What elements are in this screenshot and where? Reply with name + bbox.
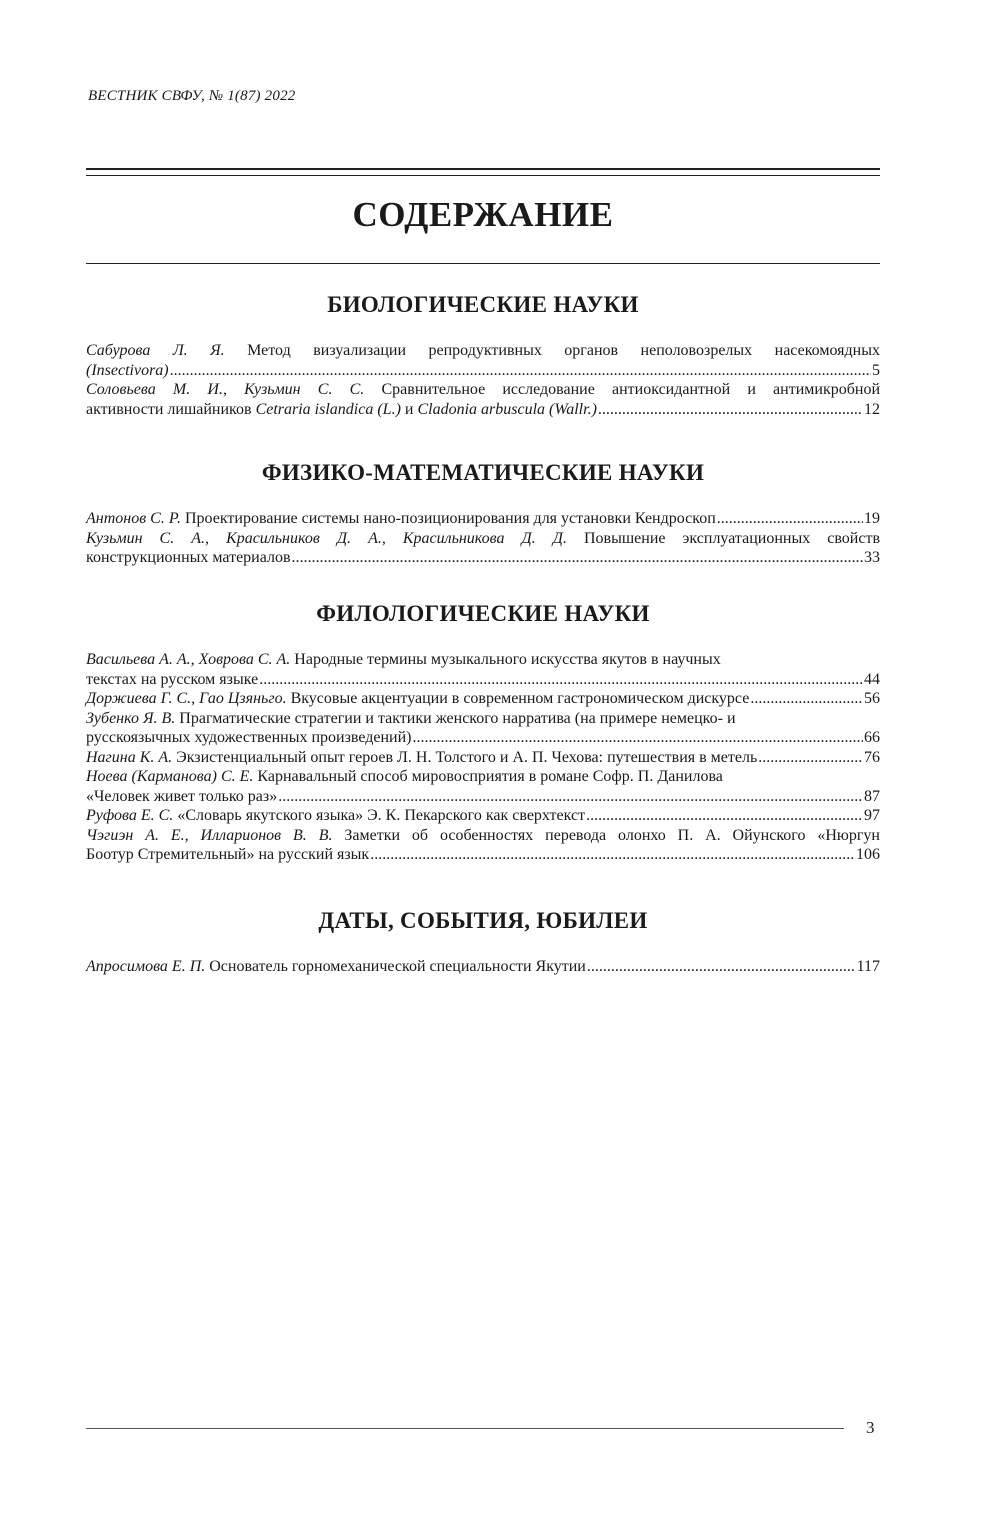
toc-entry[interactable] xyxy=(86,957,880,977)
entry-title xyxy=(86,670,258,690)
entry-page-number: 97 xyxy=(864,807,880,824)
entry-title xyxy=(86,400,597,420)
entry-last-line xyxy=(86,509,880,529)
entry-last-line xyxy=(86,748,880,768)
toc-entry[interactable] xyxy=(86,380,880,419)
entry-title xyxy=(86,509,716,529)
entry-last-line xyxy=(86,689,880,709)
entry-page-number: 5 xyxy=(872,361,880,379)
entry-text: Заметки об особенностях перевода олонхо П. А. Ойунского «Нюргун xyxy=(332,826,880,844)
toc-entry[interactable] xyxy=(86,689,880,709)
entry-first-line xyxy=(86,826,880,846)
entry-italic-text: Кузьмин С. А., Красильников Д. А., Красильникова Д. Д. xyxy=(86,529,567,547)
entry-last-line xyxy=(86,728,880,748)
entry-italic-text: Апросимова Е. П. xyxy=(86,958,206,975)
entry-last-line xyxy=(86,670,880,690)
toc-entries xyxy=(86,650,880,865)
entry-text: «Человек живет только раз» xyxy=(86,787,278,805)
toc-entry[interactable] xyxy=(86,709,880,748)
entry-italic-text: Нагина К. А. xyxy=(86,748,173,766)
entry-first-line xyxy=(86,380,880,400)
toc-entry[interactable] xyxy=(86,650,880,689)
toc-section xyxy=(86,292,880,419)
toc-entry[interactable] xyxy=(86,748,880,768)
toc-entries xyxy=(86,509,880,568)
running-head: ВЕСТНИК СВФУ, № 1(87) 2022 xyxy=(88,88,296,104)
entry-title xyxy=(86,845,369,865)
entry-title xyxy=(86,689,749,709)
entry-text: текстах на русском языке xyxy=(86,670,259,688)
entry-last-line xyxy=(86,361,880,381)
toc-entry[interactable] xyxy=(86,341,880,380)
entry-italic-text: Ноева (Карманова) С. Е. xyxy=(86,768,254,785)
entry-text: и xyxy=(400,400,418,418)
entry-page-number: 33 xyxy=(864,549,880,566)
toc-entry[interactable] xyxy=(86,806,880,826)
entry-italic-text: Cetraria islandica (L.) xyxy=(255,400,401,418)
entry-italic-text: Зубенко Я. В. xyxy=(86,709,176,727)
entry-italic-text: Доржиева Г. С., Гао Цзяньго. xyxy=(86,690,287,707)
entry-last-line xyxy=(86,806,880,826)
dot-leader xyxy=(278,787,863,807)
entry-text: Карнавальный способ мировосприятия в романе Софр. П. Данилова xyxy=(253,768,723,785)
entry-page-number: 76 xyxy=(864,748,880,766)
entry-last-line xyxy=(86,845,880,865)
entry-page-number: 12 xyxy=(864,400,880,418)
entry-page-number: 117 xyxy=(856,958,880,975)
dot-leader xyxy=(598,400,863,420)
entry-text: Проектирование системы нано-позиционирования для установки Кендроскоп xyxy=(181,510,716,527)
dot-leader xyxy=(370,845,855,865)
dot-leader xyxy=(587,957,856,977)
entry-last-line xyxy=(86,548,880,568)
entry-title xyxy=(86,361,169,381)
entry-text: Основатель горномеханической специальности Якутии xyxy=(205,958,586,975)
dot-leader xyxy=(413,728,864,748)
entry-first-line xyxy=(86,650,880,670)
entry-page-number: 56 xyxy=(864,690,880,707)
page-number: 3 xyxy=(866,1418,875,1437)
section-heading: ФИЗИКО-МАТЕМАТИЧЕСКИЕ НАУКИ xyxy=(261,460,705,485)
toc-entry[interactable] xyxy=(86,529,880,568)
entry-page-number: 19 xyxy=(864,510,880,527)
section-heading: ДАТЫ, СОБЫТИЯ, ЮБИЛЕИ xyxy=(318,908,648,933)
dot-leader xyxy=(758,748,863,768)
entry-italic-text: (Insectivora) xyxy=(86,361,169,379)
entry-title xyxy=(86,787,277,807)
entry-title xyxy=(86,806,585,826)
entry-page-number: 44 xyxy=(864,670,880,688)
entry-text: конструкционных материалов xyxy=(86,549,291,566)
toc-entries xyxy=(86,341,880,419)
page-title: СОДЕРЖАНИЕ xyxy=(352,195,614,234)
entry-text: Экзистенциальный опыт героев Л. Н. Толстого и А. П. Чехова: путешествия в метель xyxy=(172,748,758,766)
dot-leader xyxy=(750,689,863,709)
entry-text: Повышение эксплуатационных свойств xyxy=(566,529,880,547)
title-rule xyxy=(86,263,880,264)
entry-last-line xyxy=(86,957,880,977)
entry-italic-text: Васильева А. А., Ховрова С. А. xyxy=(86,651,291,668)
entry-italic-text: Антонов С. Р. xyxy=(86,510,181,527)
entry-text: Боотур Стремительный» на русский язык xyxy=(86,846,370,863)
entry-last-line xyxy=(86,787,880,807)
dot-leader xyxy=(717,509,863,529)
section-heading: ФИЛОЛОГИЧЕСКИЕ НАУКИ xyxy=(316,601,650,626)
entry-text: «Словарь якутского языка» Э. К. Пекарского как сверхтекст xyxy=(173,807,586,824)
dot-leader xyxy=(586,806,863,826)
entry-italic-text: Сабурова Л. Я. xyxy=(86,342,225,359)
entry-last-line xyxy=(86,400,880,420)
section-heading: БИОЛОГИЧЕСКИЕ НАУКИ xyxy=(327,292,639,317)
entry-first-line xyxy=(86,767,880,787)
entry-title xyxy=(86,957,586,977)
entry-text: Метод визуализации репродуктивных органов неполовозрелых насекомоядных xyxy=(224,342,880,359)
entry-page-number: 106 xyxy=(856,846,880,863)
header-double-rule xyxy=(86,168,880,176)
entry-italic-text: Cladonia arbuscula (Wallr.) xyxy=(417,400,597,418)
toc-section xyxy=(86,908,880,977)
dot-leader xyxy=(259,670,863,690)
entry-first-line xyxy=(86,341,880,361)
dot-leader xyxy=(292,548,863,568)
entry-first-line xyxy=(86,709,880,729)
entry-title xyxy=(86,748,757,768)
dot-leader xyxy=(170,361,871,381)
entry-title xyxy=(86,548,291,568)
entry-text: Народные термины музыкального искусства якутов в научных xyxy=(290,651,721,668)
entry-text: Сравнительное исследование антиоксидантной и антимикробной xyxy=(364,381,880,398)
entry-first-line xyxy=(86,529,880,549)
entry-text: активности лишайников xyxy=(86,400,256,418)
entry-title xyxy=(86,728,412,748)
toc-entry[interactable] xyxy=(86,509,880,529)
toc-entry[interactable] xyxy=(86,767,880,806)
entry-page-number: 87 xyxy=(864,787,880,805)
entry-italic-text: Руфова Е. С. xyxy=(86,807,174,824)
footer-rule xyxy=(86,1428,844,1429)
entry-text: Прагматические стратегии и тактики женского нарратива (на примере немецко- и xyxy=(175,709,736,727)
entry-text: Вкусовые акцентуации в современном гастрономическом дискурсе xyxy=(286,690,750,707)
entry-italic-text: Соловьева М. И., Кузьмин С. С. xyxy=(86,381,365,398)
toc-entry[interactable] xyxy=(86,826,880,865)
entry-text: русскоязычных художественных произведений) xyxy=(86,729,412,746)
toc-section xyxy=(86,460,880,568)
entry-page-number: 66 xyxy=(864,729,880,746)
toc-section xyxy=(86,601,880,865)
toc-entries xyxy=(86,957,880,977)
entry-italic-text: Чэгиэн А. Е., Илларионов В. В. xyxy=(86,826,333,844)
